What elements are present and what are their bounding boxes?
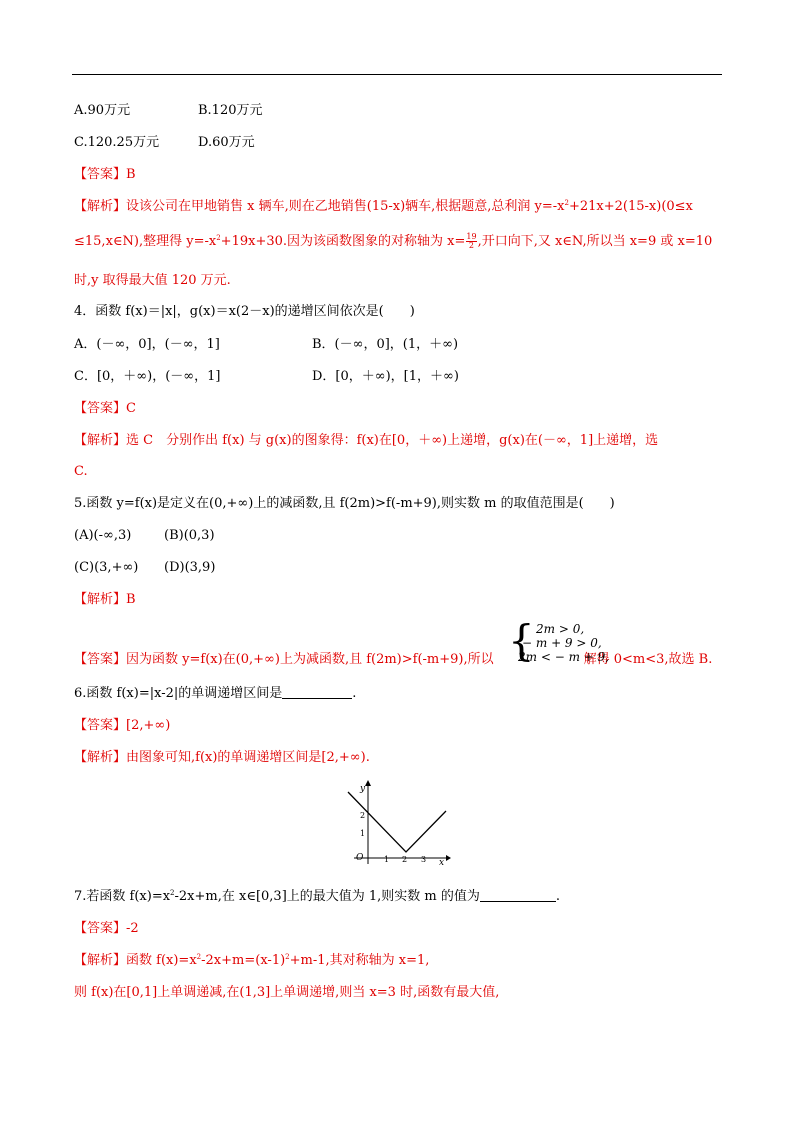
q4-option-c: C．[0，＋∞)，(－∞，1]	[74, 369, 221, 384]
q6-stem	[74, 686, 356, 702]
q5-jiexi	[74, 592, 136, 608]
y-axis-arrow	[365, 780, 371, 786]
jiexi-text: 选 C 分别作出 f(x) 与 g(x)的图象得：f(x)在[0，＋∞)上递增，g(x)在(－∞，1]上递增，选	[126, 433, 659, 448]
q5-option-a: (A)(-∞,3)	[74, 528, 132, 543]
x-axis-arrow	[446, 855, 451, 861]
fraction-numerator: 19	[466, 232, 477, 241]
answer-text: 因为函数 y=f(x)在(0,+∞)上为减函数,且 f(2m)>f(-m+9),所以	[126, 652, 494, 667]
superscript: 2	[564, 199, 569, 207]
answer-blank	[282, 686, 352, 699]
q3-options-row1	[74, 103, 263, 119]
q5-option-c: (C)(3,+∞)	[74, 560, 139, 575]
y-axis-label: y	[360, 784, 366, 794]
jiexi-text: +m-1,其对称轴为 x=1,	[289, 953, 430, 968]
jiexi-tag: 【解析】	[74, 750, 127, 765]
jiexi-tag: 【解析】	[74, 199, 127, 214]
answer-tag: 【答案】	[74, 921, 127, 936]
answer-value: [2,+∞)	[126, 718, 171, 733]
system-row: 2m < − m + 9,	[518, 650, 610, 664]
stem-text: -2x+m,在 x∈[0,3]上的最大值为 1,则实数 m 的值为	[174, 889, 480, 904]
answer-value: C	[126, 401, 136, 416]
q4-jiexi-line1	[74, 433, 658, 449]
function-curve	[348, 792, 446, 852]
x-axis-label: x	[439, 858, 445, 866]
jiexi-tag: 【解析】	[74, 592, 127, 607]
q3-jiexi-line2	[74, 233, 712, 250]
q3-jiexi-line3: 时,y 取得最大值 120 万元.	[74, 273, 231, 288]
q5-options-row1	[74, 528, 215, 544]
jiexi-text: +19x+30.因为该函数图象的对称轴为 x=	[220, 234, 466, 249]
q4-options-row1	[74, 337, 459, 353]
superscript: 2	[196, 953, 202, 961]
y-tick-2: 2	[360, 811, 366, 820]
stem-text: 6.函数 f(x)=|x-2|的单调递增区间是	[74, 686, 283, 701]
q3-answer	[74, 167, 136, 183]
q4-answer	[74, 401, 136, 417]
answer-tag: 【答案】	[74, 401, 127, 416]
q5-option-b: (B)(0,3)	[164, 528, 215, 543]
q5-answer-line	[74, 652, 712, 668]
brace: {	[508, 616, 535, 665]
x-tick-1: 1	[384, 855, 390, 864]
answer-tag: 【答案】	[74, 167, 127, 182]
q4-option-d: D．[0，＋∞)，[1，＋∞)	[312, 369, 459, 384]
jiexi-text: +21x+2(15-x)(0≤x	[568, 199, 693, 214]
fraction-denominator: 2	[468, 241, 475, 250]
x-tick-3: 3	[421, 855, 427, 864]
answer-tag: 【答案】	[74, 718, 127, 733]
jiexi-tag: 【解析】	[74, 433, 127, 448]
q6-jiexi	[74, 750, 370, 766]
q3-options-row2	[74, 135, 255, 151]
fraction	[466, 233, 476, 250]
q6-answer	[74, 718, 170, 734]
system-row: 2m > 0,	[536, 622, 585, 636]
answer-tag: 【答案】	[74, 652, 127, 667]
q4-options-row2	[74, 369, 459, 385]
jiexi-text: ,开口向下,又 x∈N,所以当 x=9 或 x=10	[477, 234, 713, 249]
answer-blank	[480, 889, 556, 902]
q7-answer	[74, 921, 139, 937]
system-row: − m + 9 > 0,	[522, 636, 602, 650]
q5-options-row2	[74, 560, 216, 576]
superscript: 2	[170, 889, 175, 897]
jiexi-text: -2x+m=(x-1)	[201, 953, 286, 968]
jiexi-text: ≤15,x∈N),整理得 y=-x	[74, 234, 217, 249]
stem-text: .	[352, 686, 357, 701]
answer-text: 解得 0<m<3,故选 B.	[583, 652, 713, 667]
stem-text: .	[555, 889, 561, 904]
q3-option-c: C.120.25万元	[74, 135, 160, 150]
q5-stem: 5.函数 y=f(x)是定义在(0,+∞)上的减函数,且 f(2m)>f(-m+9),则实数 m 的取值范围是( )	[74, 496, 615, 511]
q3-jiexi-line1	[74, 199, 693, 215]
x-tick-2: 2	[402, 855, 408, 864]
q4-option-b: B．(－∞，0]，(1，＋∞)	[312, 337, 459, 352]
q5-option-d: (D)(3,9)	[164, 560, 216, 575]
q7-jiexi-line2: 则 f(x)在[0,1]上单调递减,在(1,3]上单调递增,则当 x=3 时,函数有最大值,	[74, 985, 500, 1000]
jiexi-text: 由图象可知,f(x)的单调递增区间是[2,+∞).	[126, 750, 370, 765]
jiexi-tag: 【解析】	[74, 953, 127, 968]
q7-jiexi-line1	[74, 953, 429, 969]
jiexi-text: 函数 f(x)=x	[126, 953, 197, 968]
jiexi-text: 设该公司在甲地销售 x 辆车,则在乙地销售(15-x)辆车,根据题意,总利润 y=-x	[126, 199, 565, 214]
q3-option-a: A.90万元	[74, 103, 131, 118]
jiexi-text: B	[126, 592, 136, 607]
header-rule	[72, 74, 722, 75]
q7-stem	[74, 889, 560, 905]
q3-option-d: D.60万元	[198, 135, 255, 150]
origin-label: O	[356, 853, 364, 863]
q4-stem: 4．函数 f(x)＝|x|，g(x)＝x(2－x)的递增区间依次是( )	[74, 304, 415, 319]
answer-value: B	[126, 167, 136, 182]
q3-option-b: B.120万元	[198, 103, 263, 118]
superscript: 2	[216, 234, 221, 242]
superscript: 2	[285, 953, 290, 961]
abs-function-graph	[336, 778, 451, 866]
q4-option-a: A．(－∞，0]，(－∞，1]	[74, 337, 220, 352]
stem-text: 7.若函数 f(x)=x	[74, 889, 171, 904]
answer-value: -2	[126, 921, 139, 936]
q4-jiexi-line2: C.	[74, 464, 88, 479]
y-tick-1: 1	[360, 829, 366, 838]
